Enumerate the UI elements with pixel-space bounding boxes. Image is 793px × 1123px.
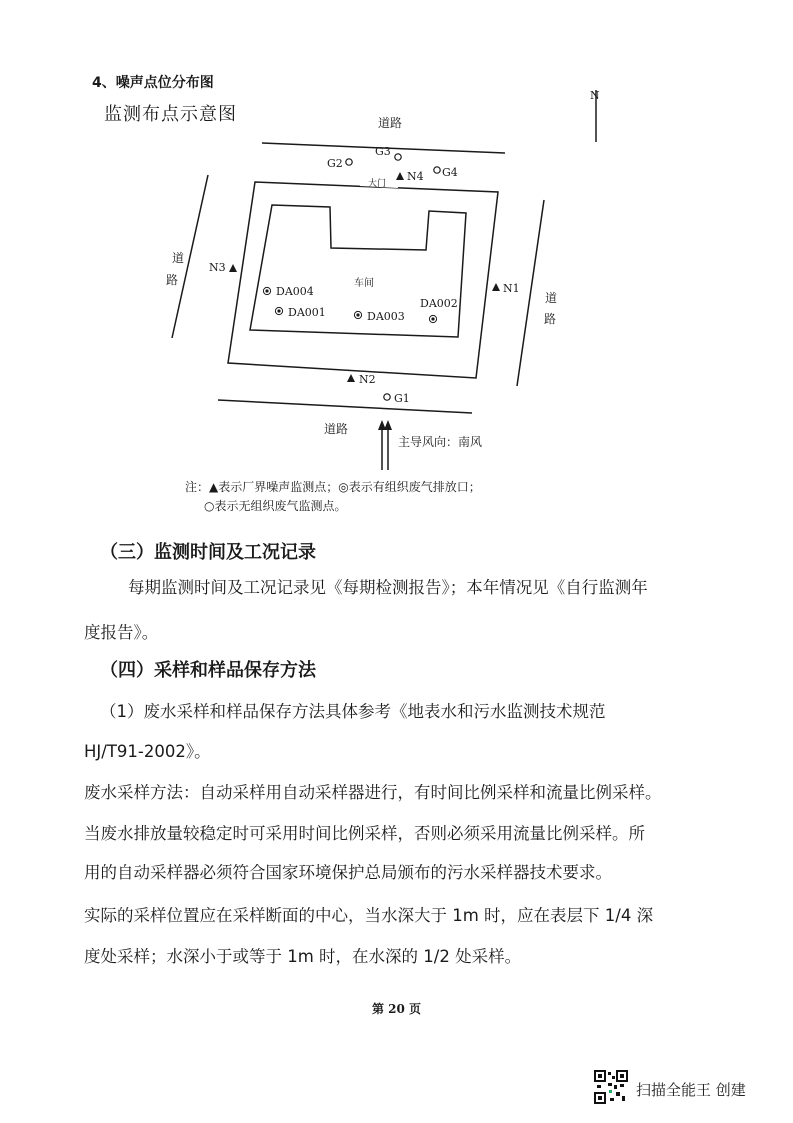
exhaust-outlet-da002-label: DA002 — [420, 297, 458, 310]
wind-direction-label: 主导风向：南风 — [398, 435, 483, 449]
paragraph-sampling-1b: HJ/T91-2002》。 — [84, 742, 211, 761]
section-heading-monitoring-time: （三）监测时间及工况记录 — [100, 542, 316, 563]
noise-point-n3-icon — [229, 264, 237, 272]
noise-point-n1-label: N1 — [503, 282, 520, 295]
noise-point-n1-icon — [492, 283, 500, 291]
wind-direction-arrows — [378, 420, 392, 470]
road-right-label-2: 路 — [544, 312, 557, 326]
road-left-label-1: 道 — [172, 251, 185, 265]
road-left-label-2: 路 — [166, 273, 179, 287]
section-heading-noise-map: 4、噪声点位分布图 — [92, 75, 214, 91]
gas-point-g4-icon — [434, 167, 440, 173]
page-number: 第 20 页 — [371, 1002, 422, 1016]
qr-code-icon — [594, 1070, 628, 1104]
gate-label: 大门 — [368, 179, 387, 189]
exhaust-outlet-da004-icon — [263, 287, 270, 294]
gas-point-g1-icon — [384, 394, 390, 400]
paragraph-sampling-3b: 度处采样；水深小于或等于 1m 时，在水深的 1/2 处采样。 — [84, 947, 522, 966]
gas-point-g2-label: G2 — [327, 157, 343, 170]
road-bottom-label: 道路 — [324, 422, 349, 436]
gas-point-g4-label: G4 — [442, 166, 458, 179]
paragraph-sampling-2a: 废水采样方法：自动采样用自动采样器进行，有时间比例采样和流量比例采样。 — [84, 783, 662, 802]
paragraph-sampling-2c: 用的自动采样器必须符合国家环境保护总局颁布的污水采样器技术要求。 — [84, 863, 612, 882]
legend-line-2: ○表示无组织废气监测点。 — [204, 499, 347, 513]
noise-point-n2-label: N2 — [359, 373, 376, 386]
exhaust-outlet-da001-icon — [275, 307, 282, 314]
noise-point-n2-icon — [347, 374, 355, 382]
workshop-outline — [250, 205, 466, 337]
watermark-text: 扫描全能王 创建 — [636, 1081, 746, 1099]
road-right-label-1: 道 — [545, 291, 558, 305]
gas-point-g1-label: G1 — [394, 392, 410, 405]
exhaust-outlet-da004-label: DA004 — [276, 285, 314, 298]
gas-point-g3-label: G3 — [375, 145, 391, 158]
noise-point-n4-label: N4 — [407, 170, 424, 183]
monitoring-site-map — [0, 0, 793, 540]
section-heading-sampling: （四）采样和样品保存方法 — [100, 660, 316, 681]
road-top-label: 道路 — [378, 116, 403, 130]
paragraph-sampling-2b: 当废水排放量较稳定时可采用时间比例采样，否则必须采用流量比例采样。所 — [84, 824, 645, 843]
diagram-title: 监测布点示意图 — [104, 104, 237, 125]
road-bottom-line — [218, 400, 472, 413]
north-label: N — [590, 89, 600, 102]
noise-point-n3-label: N3 — [209, 261, 226, 274]
gas-point-g3-icon — [395, 154, 401, 160]
noise-point-n4-icon — [396, 172, 404, 180]
exhaust-outlet-da003-icon — [354, 311, 361, 318]
legend-line-1: 注：▲表示厂界噪声监测点；◎表示有组织废气排放口； — [185, 480, 481, 494]
exhaust-outlet-da001-label: DA001 — [288, 306, 326, 319]
paragraph-monitoring-time-2: 度报告》。 — [84, 623, 159, 642]
paragraph-sampling-3a: 实际的采样位置应在采样断面的中心，当水深大于 1m 时，应在表层下 1/4 深 — [84, 906, 654, 925]
workshop-label: 车间 — [354, 278, 374, 289]
exhaust-outlet-da002-icon — [429, 315, 436, 322]
road-right-line — [517, 200, 544, 386]
paragraph-monitoring-time-1: 每期监测时间及工况记录见《每期检测报告》；本年情况见《自行监测年 — [128, 578, 648, 597]
exhaust-outlet-da003-label: DA003 — [367, 310, 405, 323]
gas-point-g2-icon — [346, 159, 352, 165]
paragraph-sampling-1a: （1）废水采样和样品保存方法具体参考《地表水和污水监测技术规范 — [100, 702, 606, 721]
